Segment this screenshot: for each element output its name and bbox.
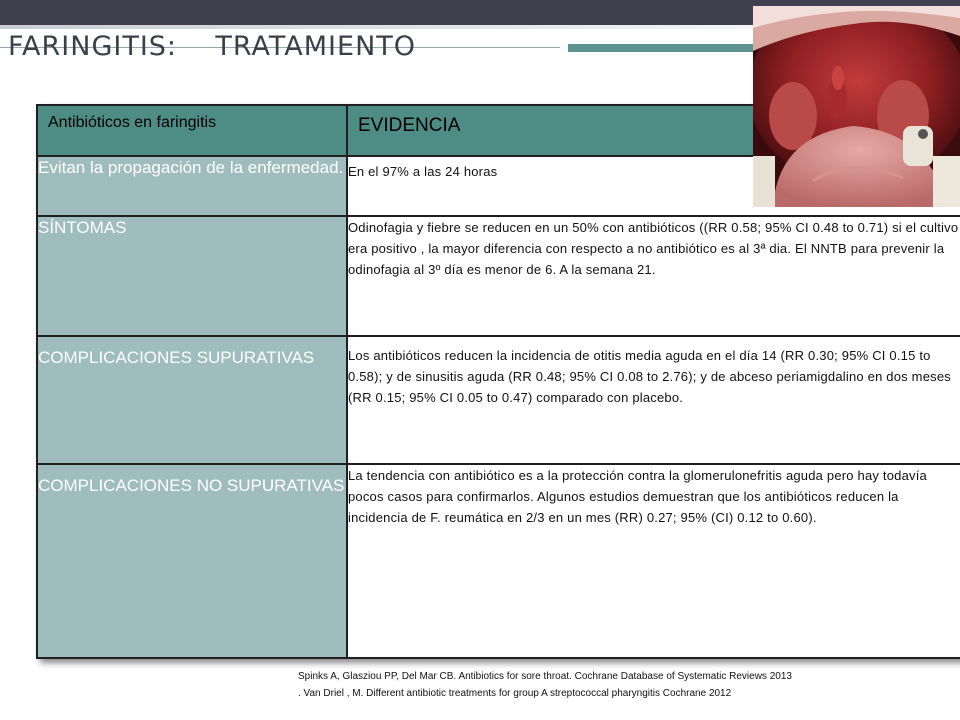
throat-photo <box>753 6 960 207</box>
header-antibioticos: Antibióticos en faringitis <box>37 105 347 156</box>
row-label-complicaciones-no-supurativas: COMPLICACIONES NO SUPURATIVAS <box>37 464 347 658</box>
row-label-sintomas: SÍNTOMAS <box>37 216 347 336</box>
row-evidence-propagacion: En el 97% a las 24 horas <box>347 156 960 216</box>
slide-title: FARINGITIS: TRATAMIENTO <box>8 31 417 62</box>
reference-1: Spinks A, Glasziou PP, Del Mar CB. Antibiotics for sore throat. Cochrane Database of Systematic Reviews 2013 <box>298 671 792 682</box>
row-label-complicaciones-supurativas: COMPLICACIONES SUPURATIVAS <box>37 336 347 464</box>
header-evidencia: EVIDENCIA <box>347 105 960 156</box>
row-evidence-complicaciones-supurativas: Los antibióticos reducen la incidencia de otitis media aguda en el día 14 (RR 0.30; 95% CI 0.15 to 0.58); y de sinusitis aguda (RR 0.48; 95% CI 0.08 to 2.76); y de abceso periamigdalino en dos meses (RR 0.15; 95% CI 0.05 to 0.47) comparado con placebo. <box>347 336 960 464</box>
table-row <box>37 464 960 658</box>
row-evidence-sintomas: Odinofagia y fiebre se reducen en un 50% con antibióticos ((RR 0.58; 95% CI 0.48 to 0.71) si el cultivo era positivo , la mayor diferencia con respecto a no antibiótico es al 3ª dia. El NNTB para prevenir la odinofagia al 3º día es menor de 6. A la semana 21. <box>347 216 960 336</box>
row-label-propagacion: Evitan la propagación de la enfermedad. <box>37 156 347 216</box>
table-row <box>37 336 960 464</box>
reference-2: . Van Driel , M. Different antibiotic treatments for group A streptococcal pharyngitis Cochrane 2012 <box>298 688 732 699</box>
table-row <box>37 216 960 336</box>
row-evidence-complicaciones-no-supurativas: La tendencia con antibiótico es a la protección contra la glomerulonefritis aguda pero hay todavía pocos casos para confirmarlos. Algunos estudios demuestran que los antibióticos reducen la incidencia de F. reumática en 2/3 en un mes (RR) 0.27; 95% (CI) 0.12 to 0.60). <box>347 464 960 658</box>
references <box>298 668 792 702</box>
